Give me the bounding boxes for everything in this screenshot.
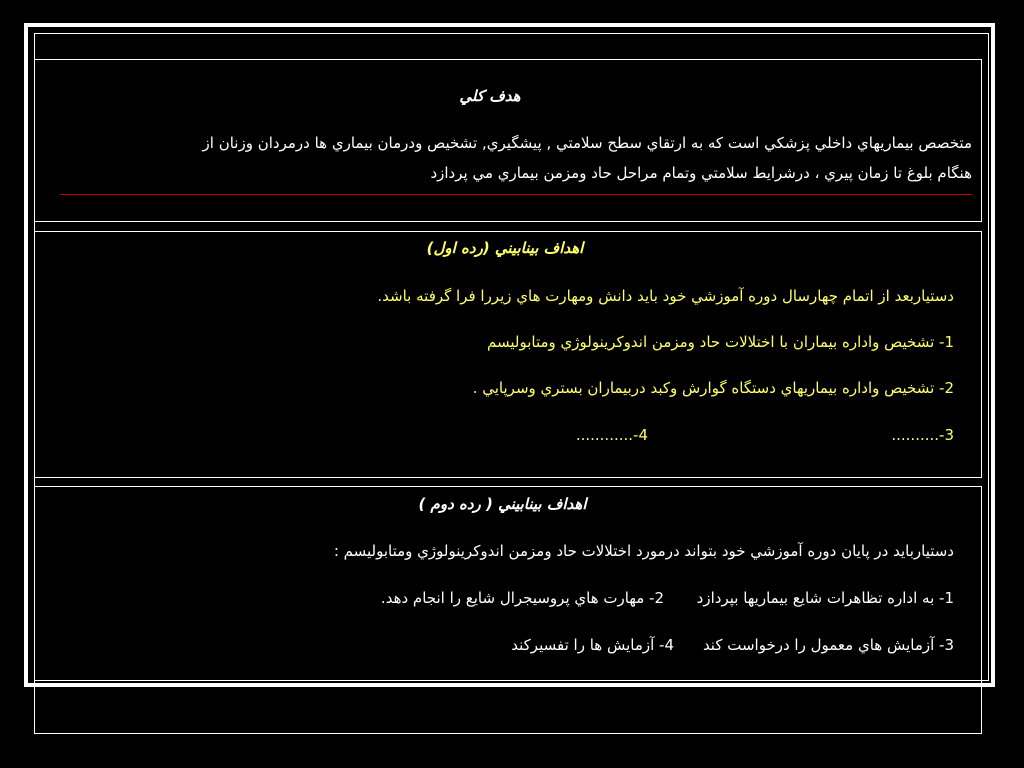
general-goal-line-1: متخصص بيماريهاي داخلي پزشكي است كه به ارتقاي سطح سلامتي , پيشگيري, تشخيص ودرمان بيماري ها درمردان وزنان از <box>202 134 972 152</box>
level2-heading: اهداف بينابيني ( رده دوم ) <box>418 495 587 513</box>
level1-intro: دستياربعد از اتمام چهارسال دوره آموزشي خود بايد دانش ومهارت هاي زيررا فرا گرفته باشد. <box>377 287 954 305</box>
level2-item-4: 4- آزمايش ها را تفسيركند <box>511 636 674 654</box>
red-divider <box>60 194 972 195</box>
level2-intro: دستياربايد در پايان دوره آموزشي خود بتواند درمورد اختلالات حاد ومزمن اندوكرينولوژي ومتابوليسم : <box>333 542 954 560</box>
level2-item-1: 1- به اداره تظاهرات شايع بيماريها بپردازد <box>696 589 954 607</box>
intermediate-goals-level1-box <box>34 231 982 478</box>
level2-item-2: 2- مهارت هاي پروسيجرال شايع را انجام دهد. <box>380 589 664 607</box>
level1-item-2: 2- تشخيص واداره بيماريهاي دستگاه گوارش وكبد دربيماران بستري وسرپايي . <box>472 379 954 397</box>
level1-heading: اهداف بينابيني (رده اول) <box>426 239 584 257</box>
intermediate-goals-level2-box <box>34 486 982 734</box>
general-goal-heading: هدف كلي <box>459 87 521 105</box>
level1-item-3: 3-.......... <box>891 426 954 444</box>
level1-item-1: 1- تشخيص واداره بيماران با اختلالات حاد ومزمن اندوكرينولوژي ومتابوليسم <box>486 333 954 351</box>
general-goal-line-2: هنگام بلوغ تا زمان پيري ، درشرايط سلامتي وتمام مراحل حاد ومزمن بيماري مي پردازد <box>430 164 972 182</box>
level2-item-3: 3- آزمايش هاي معمول را درخواست كند <box>702 636 954 654</box>
level1-item-4: 4-............ <box>575 426 648 444</box>
